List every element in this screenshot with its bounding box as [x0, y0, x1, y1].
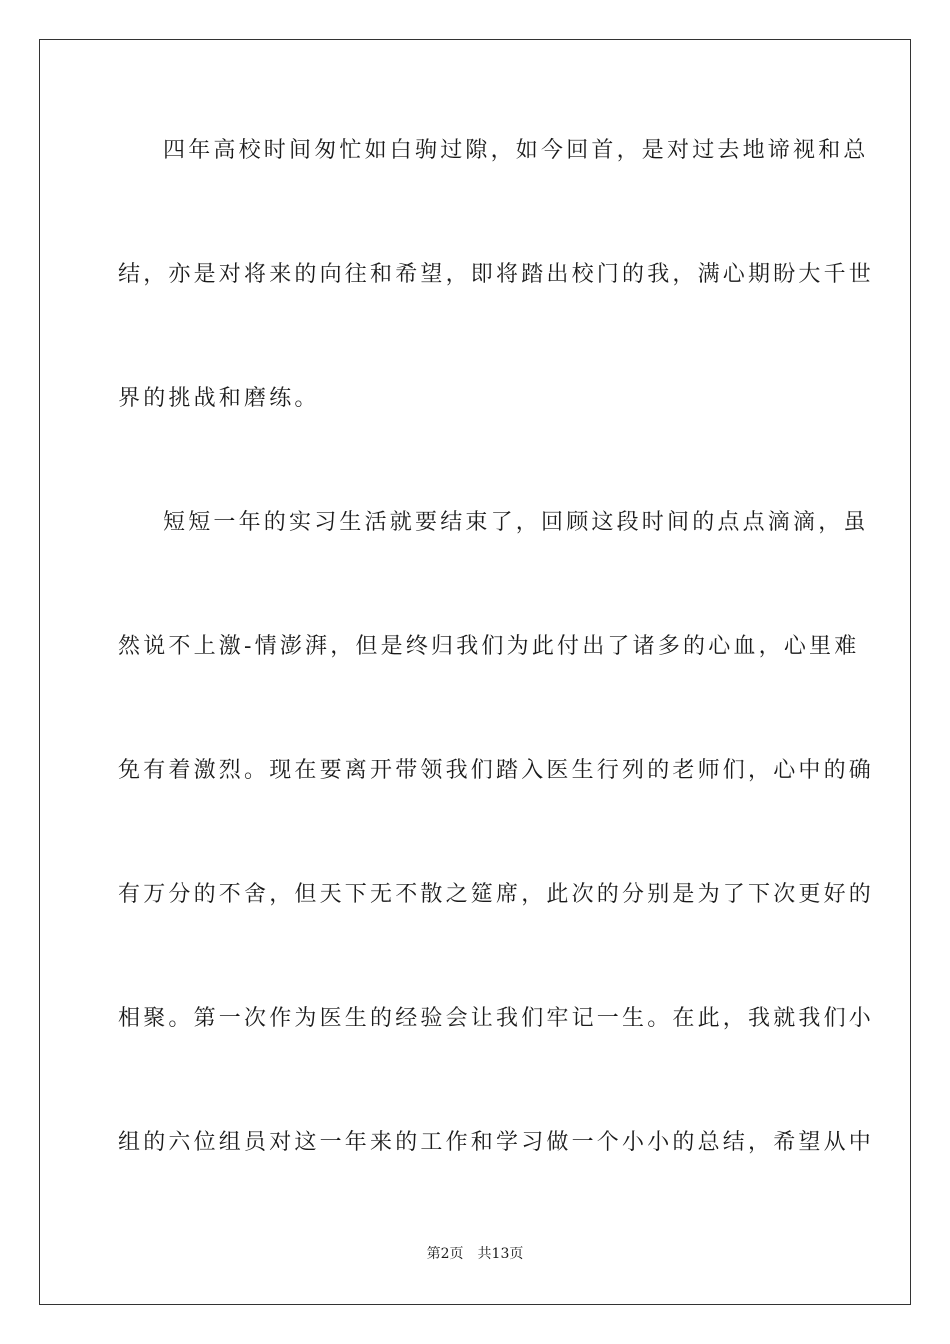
page-border [39, 39, 911, 1305]
paragraph-2-line-6: 组的六位组员对这一年来的工作和学习做一个小小的总结，希望从中 [118, 1130, 875, 1155]
paragraph-1-line-1: 四年高校时间匆忙如白驹过隙，如今回首，是对过去地谛视和总 [163, 138, 869, 163]
paragraph-1-line-3: 界的挑战和磨练。 [118, 386, 320, 411]
paragraph-1-line-2: 结，亦是对将来的向往和希望，即将踏出校门的我，满心期盼大千世 [118, 262, 875, 287]
page-number: 第2页 [426, 1246, 464, 1262]
paragraph-2-line-5: 相聚。第一次作为医生的经验会让我们牢记一生。在此，我就我们小 [118, 1006, 875, 1031]
paragraph-2-line-4: 有万分的不舍，但天下无不散之筵席，此次的分别是为了下次更好的 [118, 882, 875, 907]
paragraph-2-line-1: 短短一年的实习生活就要结束了，回顾这段时间的点点滴滴，虽 [163, 510, 869, 535]
paragraph-2-line-2: 然说不上激-情澎湃，但是终归我们为此付出了诸多的心血，心里难 [118, 634, 860, 659]
paragraph-2-line-3: 免有着激烈。现在要离开带领我们踏入医生行列的老师们，心中的确 [118, 758, 875, 783]
page-total: 共13页 [477, 1246, 524, 1262]
page-footer [0, 1244, 950, 1264]
